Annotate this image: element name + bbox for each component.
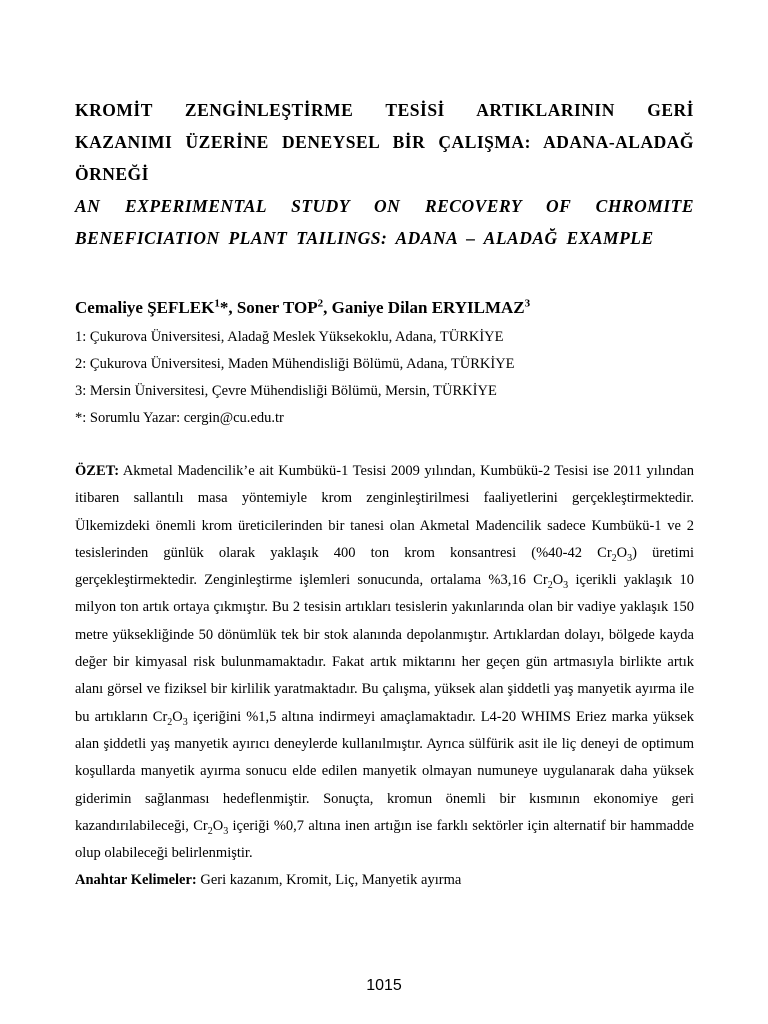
author-affil-sup: 2 bbox=[317, 297, 324, 310]
author-separator: , bbox=[323, 298, 332, 317]
subscript: 3 bbox=[182, 716, 188, 728]
abstract-text: O bbox=[172, 708, 183, 725]
abstract-text: içerikli yaklaşık 10 milyon ton artık ortaya çıkmıştır. Bu 2 tesisin artıkları tesislerin yakınlarında olan bir vadiye yaklaşık 150 metre yüksekliğinde 50 dönümlük tek bir stok alanında depolanmıştır. Artıklardan dolayı, bölgede kayda değer bir kimyasal risk bulunmamaktadır. Fakat artık miktarını her geçen gün artmasıyla birlikte artık alanı görsel ve fiziksel bir kirlilik yaratmaktadır. Bu çalışma, yüksek alan şiddetli yaş manyetik ayırma ile bu artıkların Cr bbox=[75, 572, 694, 725]
abstract-text: O bbox=[212, 817, 224, 834]
abstract-text: içeriğini %1,5 altına indirmeyi amaçlamaktadır. L4-20 WHIMS Eriez marka yüksek alan şiddetli yaş manyetik ayırıcı deneylerde kullanılmıştır. Ayrıca sülfürik asit ile liç deneyi de optimum koşullarda manyetik ayırma sonucu elde edilen manyetik olmayan numuneye uygulanarak daha yüksek giderimin sağlanması hedeflenmiştir. Sonuçta, kromun önemli bir kısmının ekonomiye geri kazandırılabileceği, Cr bbox=[75, 708, 694, 834]
author-separator: *, bbox=[219, 298, 237, 317]
subscript: 2 bbox=[547, 580, 553, 592]
keywords-label: Anahtar Kelimeler: bbox=[75, 872, 197, 889]
abstract-text: O bbox=[616, 544, 628, 561]
affiliation-item: 1: Çukurova Üniversitesi, Aladağ Meslek Yüksekoklu, Adana, TÜRKİYE bbox=[75, 329, 504, 345]
author-name: Ganiye Dilan ERYILMAZ bbox=[331, 298, 525, 317]
corresponding-author: *: Sorumlu Yazar: cergin@cu.edu.tr bbox=[75, 410, 284, 426]
abstract-text: Akmetal Madencilik’e ait Kumbükü-1 Tesisi 2009 yılından, Kumbükü-2 Tesisi ise 2011 yılından itibaren sallantılı masa yöntemiyle krom zenginleştirilmesi faaliyetlerini gerçekleştirmektedir. Ülkemizdeki önemli krom üreticilerinden bir tanesi olan Akmetal Madencilik sadece Kumbükü-1 ve 2 tesislerinden günlük olarak yaklaşık 400 ton krom konsantresi (%40-42 Cr bbox=[75, 463, 694, 561]
subscript: 2 bbox=[611, 552, 617, 564]
abstract-text: O bbox=[552, 572, 564, 589]
affiliation-item: 2: Çukurova Üniversitesi, Maden Mühendisliği Bölümü, Adana, TÜRKİYE bbox=[75, 356, 515, 372]
subscript: 3 bbox=[223, 825, 229, 837]
subscript: 3 bbox=[627, 552, 633, 564]
subscript: 2 bbox=[167, 716, 173, 728]
subscript: 2 bbox=[207, 825, 213, 837]
paper-page bbox=[75, 94, 694, 894]
title-english: AN EXPERIMENTAL STUDY ON RECOVERY OF CHROMITE BENEFICIATION PLANT TAILINGS: ADANA – ALADAĞ EXAMPLE bbox=[75, 196, 694, 248]
author-affil-sup: 3 bbox=[524, 297, 531, 310]
keywords-text: Geri kazanım, Kromit, Liç, Manyetik ayırma bbox=[196, 872, 462, 889]
subscript: 3 bbox=[563, 580, 569, 592]
keywords bbox=[75, 867, 694, 894]
abstract-label: ÖZET: bbox=[75, 463, 120, 479]
author-affil-sup: 1 bbox=[214, 297, 220, 310]
abstract bbox=[75, 458, 694, 867]
author-name: Soner TOP bbox=[236, 298, 318, 317]
author-list bbox=[75, 297, 694, 319]
page-number: 1015 bbox=[366, 977, 402, 994]
title-turkish: KROMİT ZENGİNLEŞTİRME TESİSİ ARTIKLARININ GERİ KAZANIMI ÜZERİNE DENEYSEL BİR ÇALIŞMA: ADANA-ALADAĞ ÖRNEĞİ bbox=[75, 100, 694, 184]
affiliation-item: 3: Mersin Üniversitesi, Çevre Mühendisliği Bölümü, Mersin, TÜRKİYE bbox=[75, 383, 497, 399]
affiliation-list bbox=[75, 324, 694, 432]
abstract-text: içeriği %0,7 altına inen artığın ise farklı sektörler için alternatif bir hammadde olup olabileceği belirlenmiştir. bbox=[75, 817, 694, 862]
abstract-text: ) üretimi gerçekleştirmektedir. Zenginleştirme işlemleri sonucunda, ortalama %3,16 Cr bbox=[75, 544, 694, 589]
author-name: Cemaliye ŞEFLEK bbox=[75, 298, 215, 317]
